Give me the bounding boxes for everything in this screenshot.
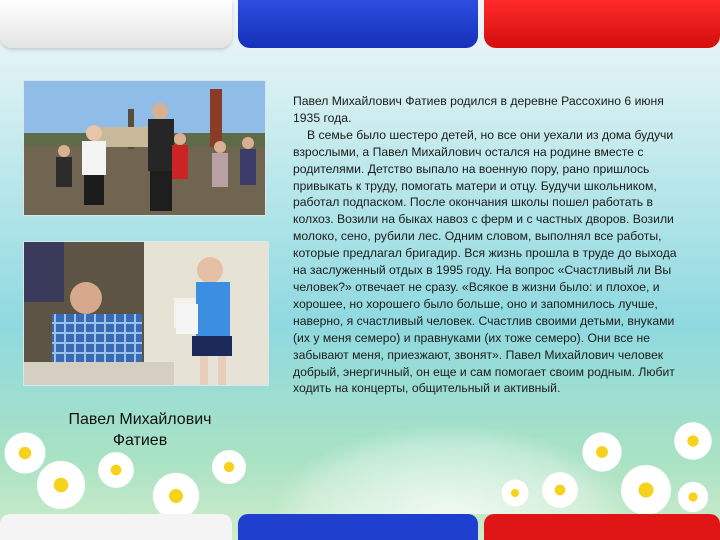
flag-stripe-red — [484, 0, 720, 48]
bottom-stripe-blue — [238, 514, 478, 540]
photo-outdoor — [23, 80, 266, 216]
person-name-caption — [40, 409, 240, 451]
bottom-stripe-white — [0, 514, 232, 540]
caption-line-2: Фатиев — [112, 432, 168, 449]
photo-indoor — [23, 241, 269, 386]
indoor-scene-image — [24, 242, 269, 386]
biography-paragraph-1: Павел Михайлович Фатиев родился в деревне Рассохино 6 июня 1935 года. — [293, 94, 664, 125]
flag-stripe-blue — [238, 0, 478, 48]
outdoor-scene-image — [24, 81, 266, 216]
caption-line-1: Павел Михайлович — [68, 411, 212, 428]
bottom-stripe-red — [484, 514, 720, 540]
biography-paragraph-2: В семье было шестеро детей, но все они уехали из дома будучи взрослыми, а Павел Михайлович остался на родине вместе с родителями. Детство выпало на военную пору, рано пришлось привыкать к труду, помогать матери и отцу. Будучи школьником, работал подпаском. После окончания школы пошел работать в колхоз. Возили на быках навоз с ферм и с частных дворов. Возили молоко, сено, рубили лес. Одним словом, выполнял все работы, которые предлагал бригадир. Вся жизнь прошла в труде до выхода на заслуженный отдых в 1995 году. На вопрос «Счастливый ли Вы человек?» отвечает не сразу. «Всякое в жизни было: и плохое, и хорошее, но хорошего было больше, оно и запомнилось лучше, наверно, я счастливый человек. Счастлив своими детьми, внуками (их у меня семеро) и правнуками (их тоже семеро). Они все не забывают меня, приезжают, звонят». Павел Михайлович человек добрый, энергичный, он еще и сам помогает своим родным. Любит ходить на концерты, общительный и активный. — [293, 127, 677, 396]
flag-stripe-white — [0, 0, 232, 48]
biography-text — [293, 93, 688, 397]
